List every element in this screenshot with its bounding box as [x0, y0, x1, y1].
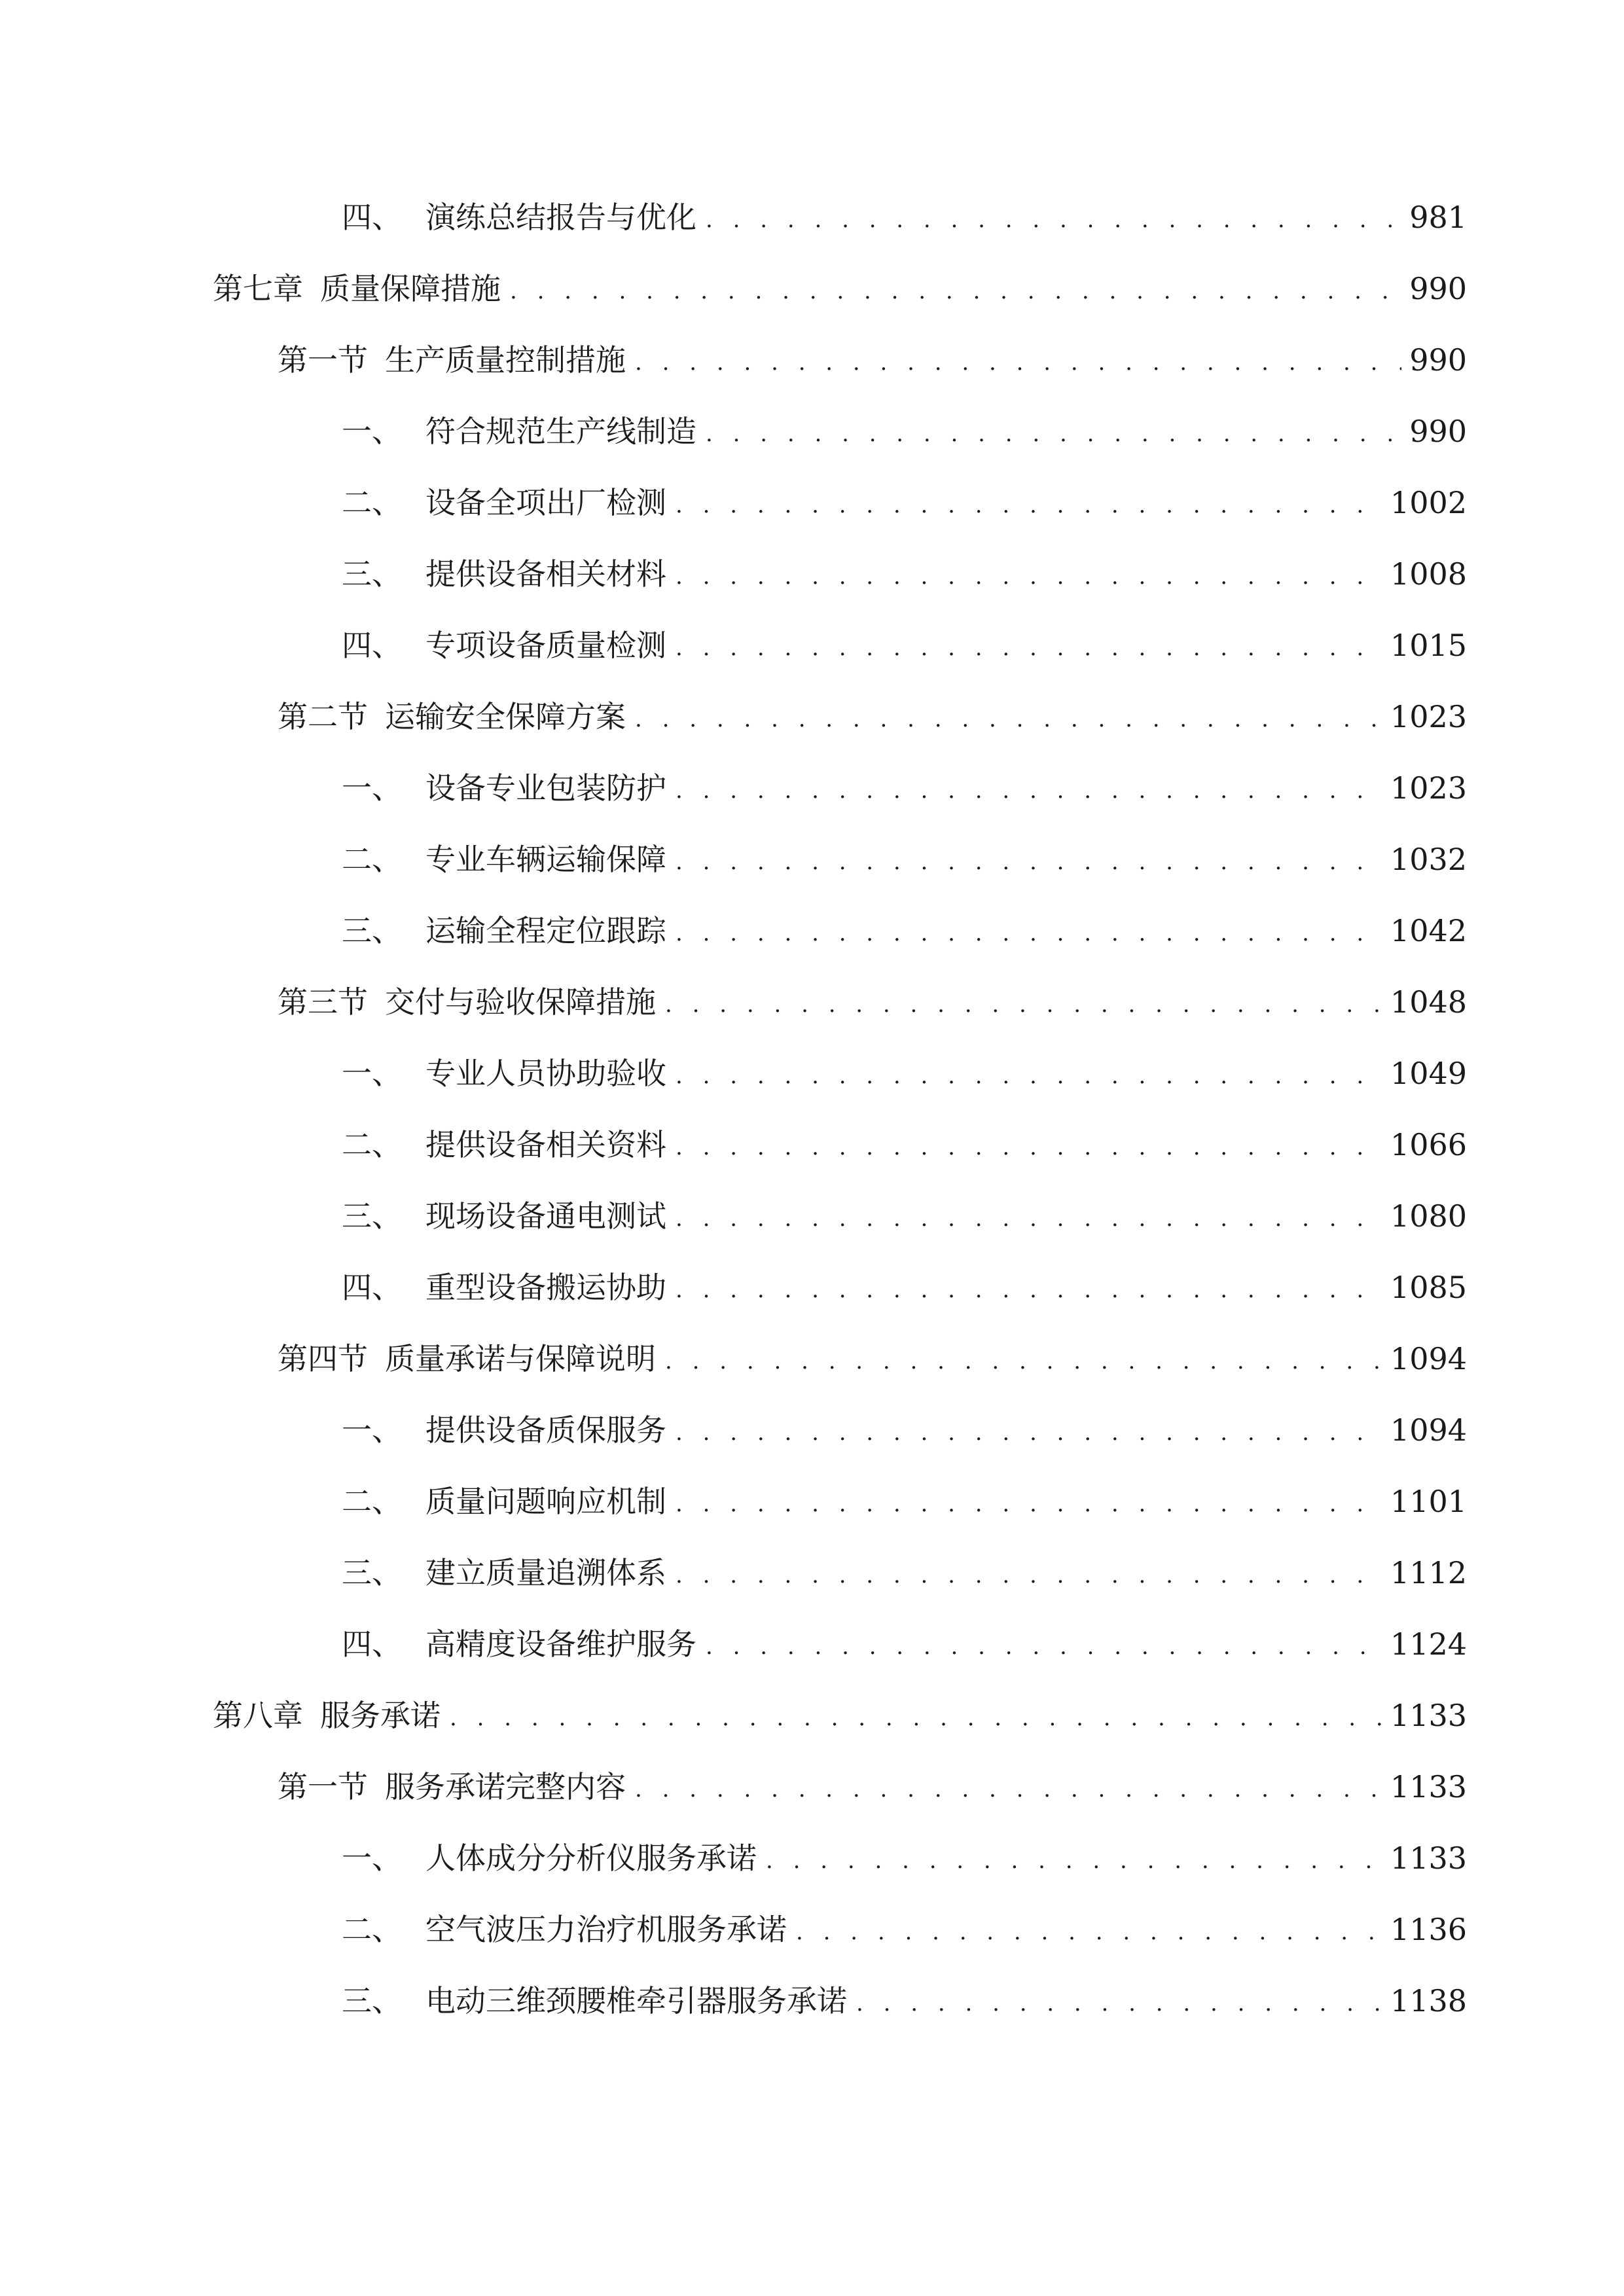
toc-entry-title: 高精度设备维护服务	[425, 1626, 696, 1662]
toc-entry-page: 1015	[1390, 628, 1467, 663]
dot-leader	[796, 1906, 1382, 1958]
toc-entry-title: 演练总结报告与优化	[425, 200, 696, 235]
dot-leader	[676, 1407, 1382, 1459]
toc-entry-number: 四、	[342, 1626, 402, 1662]
toc-entry[interactable]	[342, 905, 1467, 957]
dot-leader	[635, 336, 1401, 389]
toc-entry-page: 1124	[1390, 1626, 1467, 1662]
dot-leader	[706, 194, 1401, 246]
toc-entry[interactable]	[342, 833, 1467, 886]
toc-entry-number: 三、	[342, 913, 402, 948]
toc-entry-title: 生产质量控制措施	[385, 342, 626, 378]
toc-entry[interactable]	[342, 1618, 1467, 1670]
dot-leader	[676, 1121, 1382, 1174]
dot-leader	[676, 1050, 1382, 1102]
toc-entry-number: 四、	[342, 200, 402, 235]
toc-entry-page: 1094	[1390, 1341, 1467, 1376]
toc-entry[interactable]	[342, 1119, 1467, 1171]
dot-leader	[706, 408, 1401, 460]
toc-entry-title: 质量保障措施	[320, 271, 501, 306]
toc-entry-title: 提供设备相关材料	[425, 556, 666, 592]
toc-entry-title: 专业车辆运输保障	[425, 842, 666, 877]
toc-entry-number: 三、	[342, 556, 402, 592]
toc-entry-title: 服务承诺完整内容	[385, 1769, 626, 1804]
dot-leader	[676, 550, 1382, 603]
toc-entry-number: 第八章	[213, 1698, 303, 1733]
toc-entry-number: 一、	[342, 414, 402, 449]
dot-leader	[676, 1478, 1382, 1530]
toc-entry-page: 1023	[1390, 699, 1467, 734]
toc-entry-page: 990	[1409, 414, 1467, 449]
toc-entry-page: 981	[1409, 200, 1467, 235]
toc-entry-page: 1002	[1390, 485, 1467, 520]
dot-leader	[676, 1549, 1382, 1602]
toc-entry-title: 设备专业包装防护	[425, 770, 666, 806]
dot-leader	[766, 1835, 1382, 1887]
toc-entry-title: 提供设备相关资料	[425, 1127, 666, 1162]
toc-entry-title: 现场设备通电测试	[425, 1198, 666, 1234]
toc-entry[interactable]	[342, 762, 1467, 814]
toc-entry-section[interactable]	[278, 976, 1467, 1028]
dot-leader	[635, 693, 1382, 745]
toc-entry-page: 1133	[1390, 1698, 1467, 1733]
toc-entry-number: 三、	[342, 1198, 402, 1234]
dot-leader	[510, 265, 1401, 317]
toc-entry-title: 运输安全保障方案	[385, 699, 626, 734]
toc-entry-number: 一、	[342, 1412, 402, 1448]
toc-entry-chapter[interactable]	[213, 1689, 1467, 1742]
toc-entry-section[interactable]	[278, 334, 1467, 386]
toc-entry-number: 一、	[342, 1056, 402, 1091]
toc-entry-number: 第一节	[278, 342, 368, 378]
toc-entry[interactable]	[342, 548, 1467, 600]
toc-entry-page: 1101	[1390, 1484, 1467, 1519]
toc-entry-page: 1042	[1390, 913, 1467, 948]
dot-leader	[676, 907, 1382, 960]
toc-entry-page: 1008	[1390, 556, 1467, 592]
toc-entry-number: 第三节	[278, 984, 368, 1020]
toc-entry-title: 重型设备搬运协助	[425, 1270, 666, 1305]
toc-entry-section[interactable]	[278, 1333, 1467, 1385]
toc-entry-number: 二、	[342, 1484, 402, 1519]
toc-entry-title: 建立质量追溯体系	[425, 1555, 666, 1590]
toc-entry[interactable]	[342, 1475, 1467, 1528]
toc-entry-number: 二、	[342, 1127, 402, 1162]
toc-entry[interactable]	[342, 191, 1467, 243]
toc-entry-number: 二、	[342, 842, 402, 877]
toc-entry-number: 四、	[342, 1270, 402, 1305]
toc-entry-title: 电动三维颈腰椎牵引器服务承诺	[425, 1983, 847, 2018]
toc-entry-page: 1066	[1390, 1127, 1467, 1162]
toc-entry-page: 1094	[1390, 1412, 1467, 1448]
toc-entry-number: 第七章	[213, 271, 303, 306]
toc-entry-number: 第一节	[278, 1769, 368, 1804]
toc-entry-number: 第四节	[278, 1341, 368, 1376]
toc-entry[interactable]	[342, 1832, 1467, 1884]
toc-entry[interactable]	[342, 1975, 1467, 2027]
toc-entry-number: 三、	[342, 1555, 402, 1590]
toc-entry-number: 四、	[342, 628, 402, 663]
toc-entry-page: 990	[1409, 342, 1467, 378]
dot-leader	[856, 1977, 1382, 2030]
dot-leader	[665, 978, 1382, 1031]
toc-entry-page: 1032	[1390, 842, 1467, 877]
dot-leader	[706, 1621, 1382, 1673]
toc-entry-number: 二、	[342, 485, 402, 520]
toc-entry[interactable]	[342, 619, 1467, 672]
toc-entry-number: 二、	[342, 1912, 402, 1947]
dot-leader	[635, 1763, 1382, 1816]
toc-entry-page: 1112	[1390, 1555, 1467, 1590]
toc-entry-page: 1085	[1390, 1270, 1467, 1305]
toc-entry[interactable]	[342, 1190, 1467, 1242]
toc-entry-section[interactable]	[278, 1761, 1467, 1813]
toc-entry-title: 交付与验收保障措施	[385, 984, 656, 1020]
toc-entry-title: 服务承诺	[320, 1698, 441, 1733]
toc-entry-chapter[interactable]	[213, 262, 1467, 315]
toc-entry[interactable]	[342, 1047, 1467, 1100]
dot-leader	[676, 479, 1382, 531]
toc-entry-page: 1138	[1390, 1983, 1467, 2018]
toc-entry-title: 专业人员协助验收	[425, 1056, 666, 1091]
dot-leader	[676, 1193, 1382, 1245]
toc-entry-page: 1133	[1390, 1840, 1467, 1876]
toc-entry-title: 提供设备质保服务	[425, 1412, 666, 1448]
dot-leader	[676, 622, 1382, 674]
toc-entry-page: 1136	[1390, 1912, 1467, 1947]
toc-entry-title: 运输全程定位跟踪	[425, 913, 666, 948]
toc-entry-number: 三、	[342, 1983, 402, 2018]
toc-entry-title: 质量问题响应机制	[425, 1484, 666, 1519]
dot-leader	[676, 836, 1382, 888]
dot-leader	[676, 764, 1382, 817]
toc-entry[interactable]	[342, 1261, 1467, 1314]
toc-entry-title: 符合规范生产线制造	[425, 414, 696, 449]
toc-entry-title: 专项设备质量检测	[425, 628, 666, 663]
dot-leader	[676, 1264, 1382, 1316]
toc-entry[interactable]	[342, 405, 1467, 457]
toc-entry-title: 人体成分分析仪服务承诺	[425, 1840, 757, 1876]
toc-entry-page: 1049	[1390, 1056, 1467, 1091]
toc-entry-number: 一、	[342, 770, 402, 806]
toc-entry-number: 第二节	[278, 699, 368, 734]
dot-leader	[450, 1692, 1382, 1744]
toc-entry[interactable]	[342, 1404, 1467, 1456]
toc-entry-page: 1048	[1390, 984, 1467, 1020]
toc-entry-title: 空气波压力治疗机服务承诺	[425, 1912, 787, 1947]
toc-entry-section[interactable]	[278, 691, 1467, 743]
toc-entry-page: 1080	[1390, 1198, 1467, 1234]
toc-entry[interactable]	[342, 1547, 1467, 1599]
toc-entry-page: 990	[1409, 271, 1467, 306]
toc-entry-title: 设备全项出厂检测	[425, 485, 666, 520]
toc-entry[interactable]	[342, 476, 1467, 529]
toc-entry-page: 1023	[1390, 770, 1467, 806]
toc-entry[interactable]	[342, 1903, 1467, 1956]
toc-entry-title: 质量承诺与保障说明	[385, 1341, 656, 1376]
toc-entry-page: 1133	[1390, 1769, 1467, 1804]
toc-entry-number: 一、	[342, 1840, 402, 1876]
dot-leader	[665, 1335, 1382, 1388]
